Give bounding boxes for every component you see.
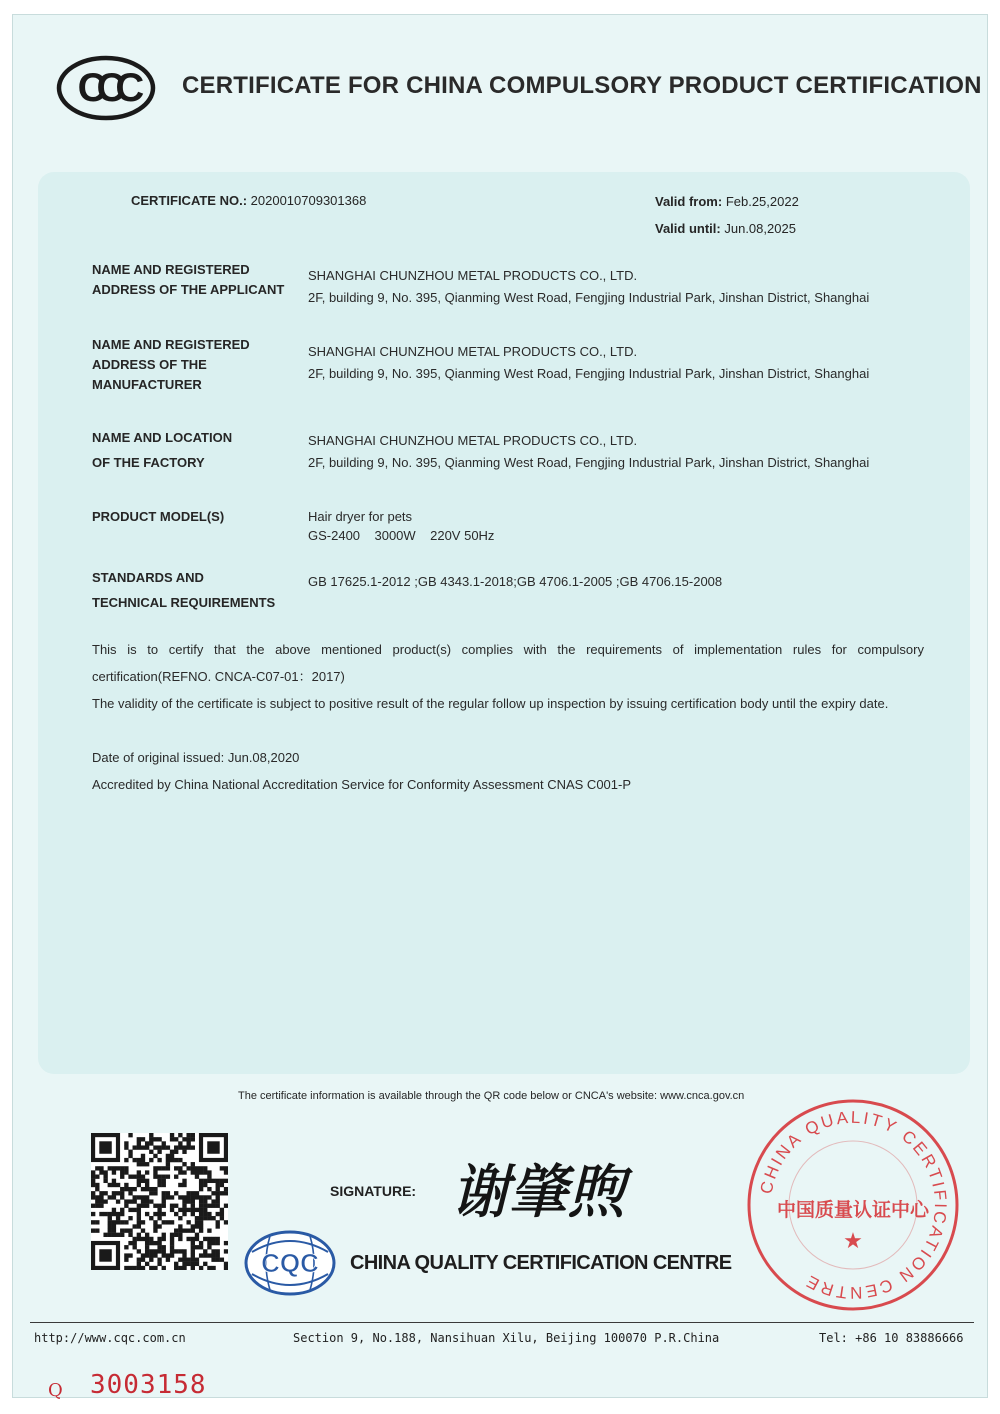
original-issue-date: Date of original issued: Jun.08,2020 [92,750,300,765]
product-value [308,507,494,545]
certify-statement: This is to certify that the above mentioned product(s) complies with the requirements of implementation rules for compulsory certification(REFNO. CNCA-C07-01：2017) [92,642,924,684]
applicant-label-line2: ADDRESS OF THE APPLICANT [92,282,285,297]
seal-inner-text: 中国质量认证中心 [776,1199,930,1221]
applicant-address: 2F, building 9, No. 395, Qianming West Road, Fengjing Industrial Park, Jinshan District, Shanghai [308,290,870,305]
applicant-label [92,260,284,300]
footer-divider [30,1322,974,1323]
factory-label-line1: NAME AND LOCATION [92,430,233,445]
manufacturer-name: SHANGHAI CHUNZHOU METAL PRODUCTS CO., LTD. [308,344,638,359]
standards-label [92,565,275,615]
serial-prefix: Q [48,1380,63,1401]
ccc-logo-text: CCC [77,66,135,110]
factory-address: 2F, building 9, No. 395, Qianming West Road, Fengjing Industrial Park, Jinshan District, Shanghai [308,455,870,470]
manufacturer-address: 2F, building 9, No. 395, Qianming West Road, Fengjing Industrial Park, Jinshan District, Shanghai [308,366,870,381]
product-model: GS-2400 3000W 220V 50Hz [308,528,495,543]
certificate-number-label: CERTIFICATE NO.: [131,193,248,208]
manufacturer-label-line2: ADDRESS OF THE [92,357,207,372]
applicant-value [308,265,869,309]
standards-label-line1: STANDARDS AND [92,570,204,585]
ccc-logo [56,55,156,121]
cqc-name: CHINA QUALITY CERTIFICATION CENTRE [350,1252,732,1274]
cqc-logo [242,1228,338,1298]
manufacturer-label [92,335,250,395]
valid-until-value: Jun.08,2025 [724,221,796,236]
product-name: Hair dryer for pets [308,509,413,524]
footer-tel: Tel: +86 10 83886666 [819,1331,964,1345]
certificate-title: CERTIFICATE FOR CHINA COMPULSORY PRODUCT CERTIFICATION [182,72,982,99]
manufacturer-label-line1: NAME AND REGISTERED [92,337,250,352]
factory-label-line2: OF THE FACTORY [92,455,205,470]
signature-label: SIGNATURE: [330,1183,417,1199]
valid-until [655,221,796,236]
qr-code[interactable] [91,1133,228,1270]
valid-from-label: Valid from: [655,194,723,209]
factory-label [92,425,232,475]
serial-number: 3003158 [90,1370,207,1400]
footer-website[interactable]: http://www.cqc.com.cn [34,1331,186,1345]
valid-from-value: Feb.25,2022 [725,194,799,209]
seal-outer-text: CHINA QUALITY CERTIFICATION CENTRE [756,1107,951,1303]
product-label: PRODUCT MODEL(S) [92,509,225,524]
valid-from [655,194,799,209]
manufacturer-label-line3: MANUFACTURER [92,377,202,392]
standards-value: GB 17625.1-2012 ;GB 4343.1-2018;GB 4706.1-2005 ;GB 4706.15-2008 [308,574,723,589]
validity-statement: The validity of the certificate is subject to positive result of the regular follow up inspection by issuing certification body until the expiry date. [92,696,889,711]
valid-until-label: Valid until: [655,221,721,236]
certificate-number-value: 2020010709301368 [250,193,367,208]
cqc-logo-text: CQC [261,1248,319,1278]
factory-name: SHANGHAI CHUNZHOU METAL PRODUCTS CO., LTD. [308,433,638,448]
footer-address: Section 9, No.188, Nansihuan Xilu, Beijing 100070 P.R.China [293,1331,720,1345]
seal-star-icon: ★ [843,1229,863,1254]
applicant-label-line1: NAME AND REGISTERED [92,262,250,277]
signature-image [438,1150,638,1230]
applicant-name: SHANGHAI CHUNZHOU METAL PRODUCTS CO., LTD. [308,268,638,283]
qr-note: The certificate information is available through the QR code below or CNCA's website: www.cnca.gov.cn [238,1090,745,1102]
official-seal [746,1098,960,1312]
manufacturer-value [308,341,869,385]
factory-value [308,430,869,474]
standards-label-line2: TECHNICAL REQUIREMENTS [92,595,276,610]
signature-chars: 谢肇煦 [450,1158,626,1226]
accreditation-statement: Accredited by China National Accreditation Service for Conformity Assessment CNAS C001-P [92,777,632,792]
certificate-number [131,193,366,208]
